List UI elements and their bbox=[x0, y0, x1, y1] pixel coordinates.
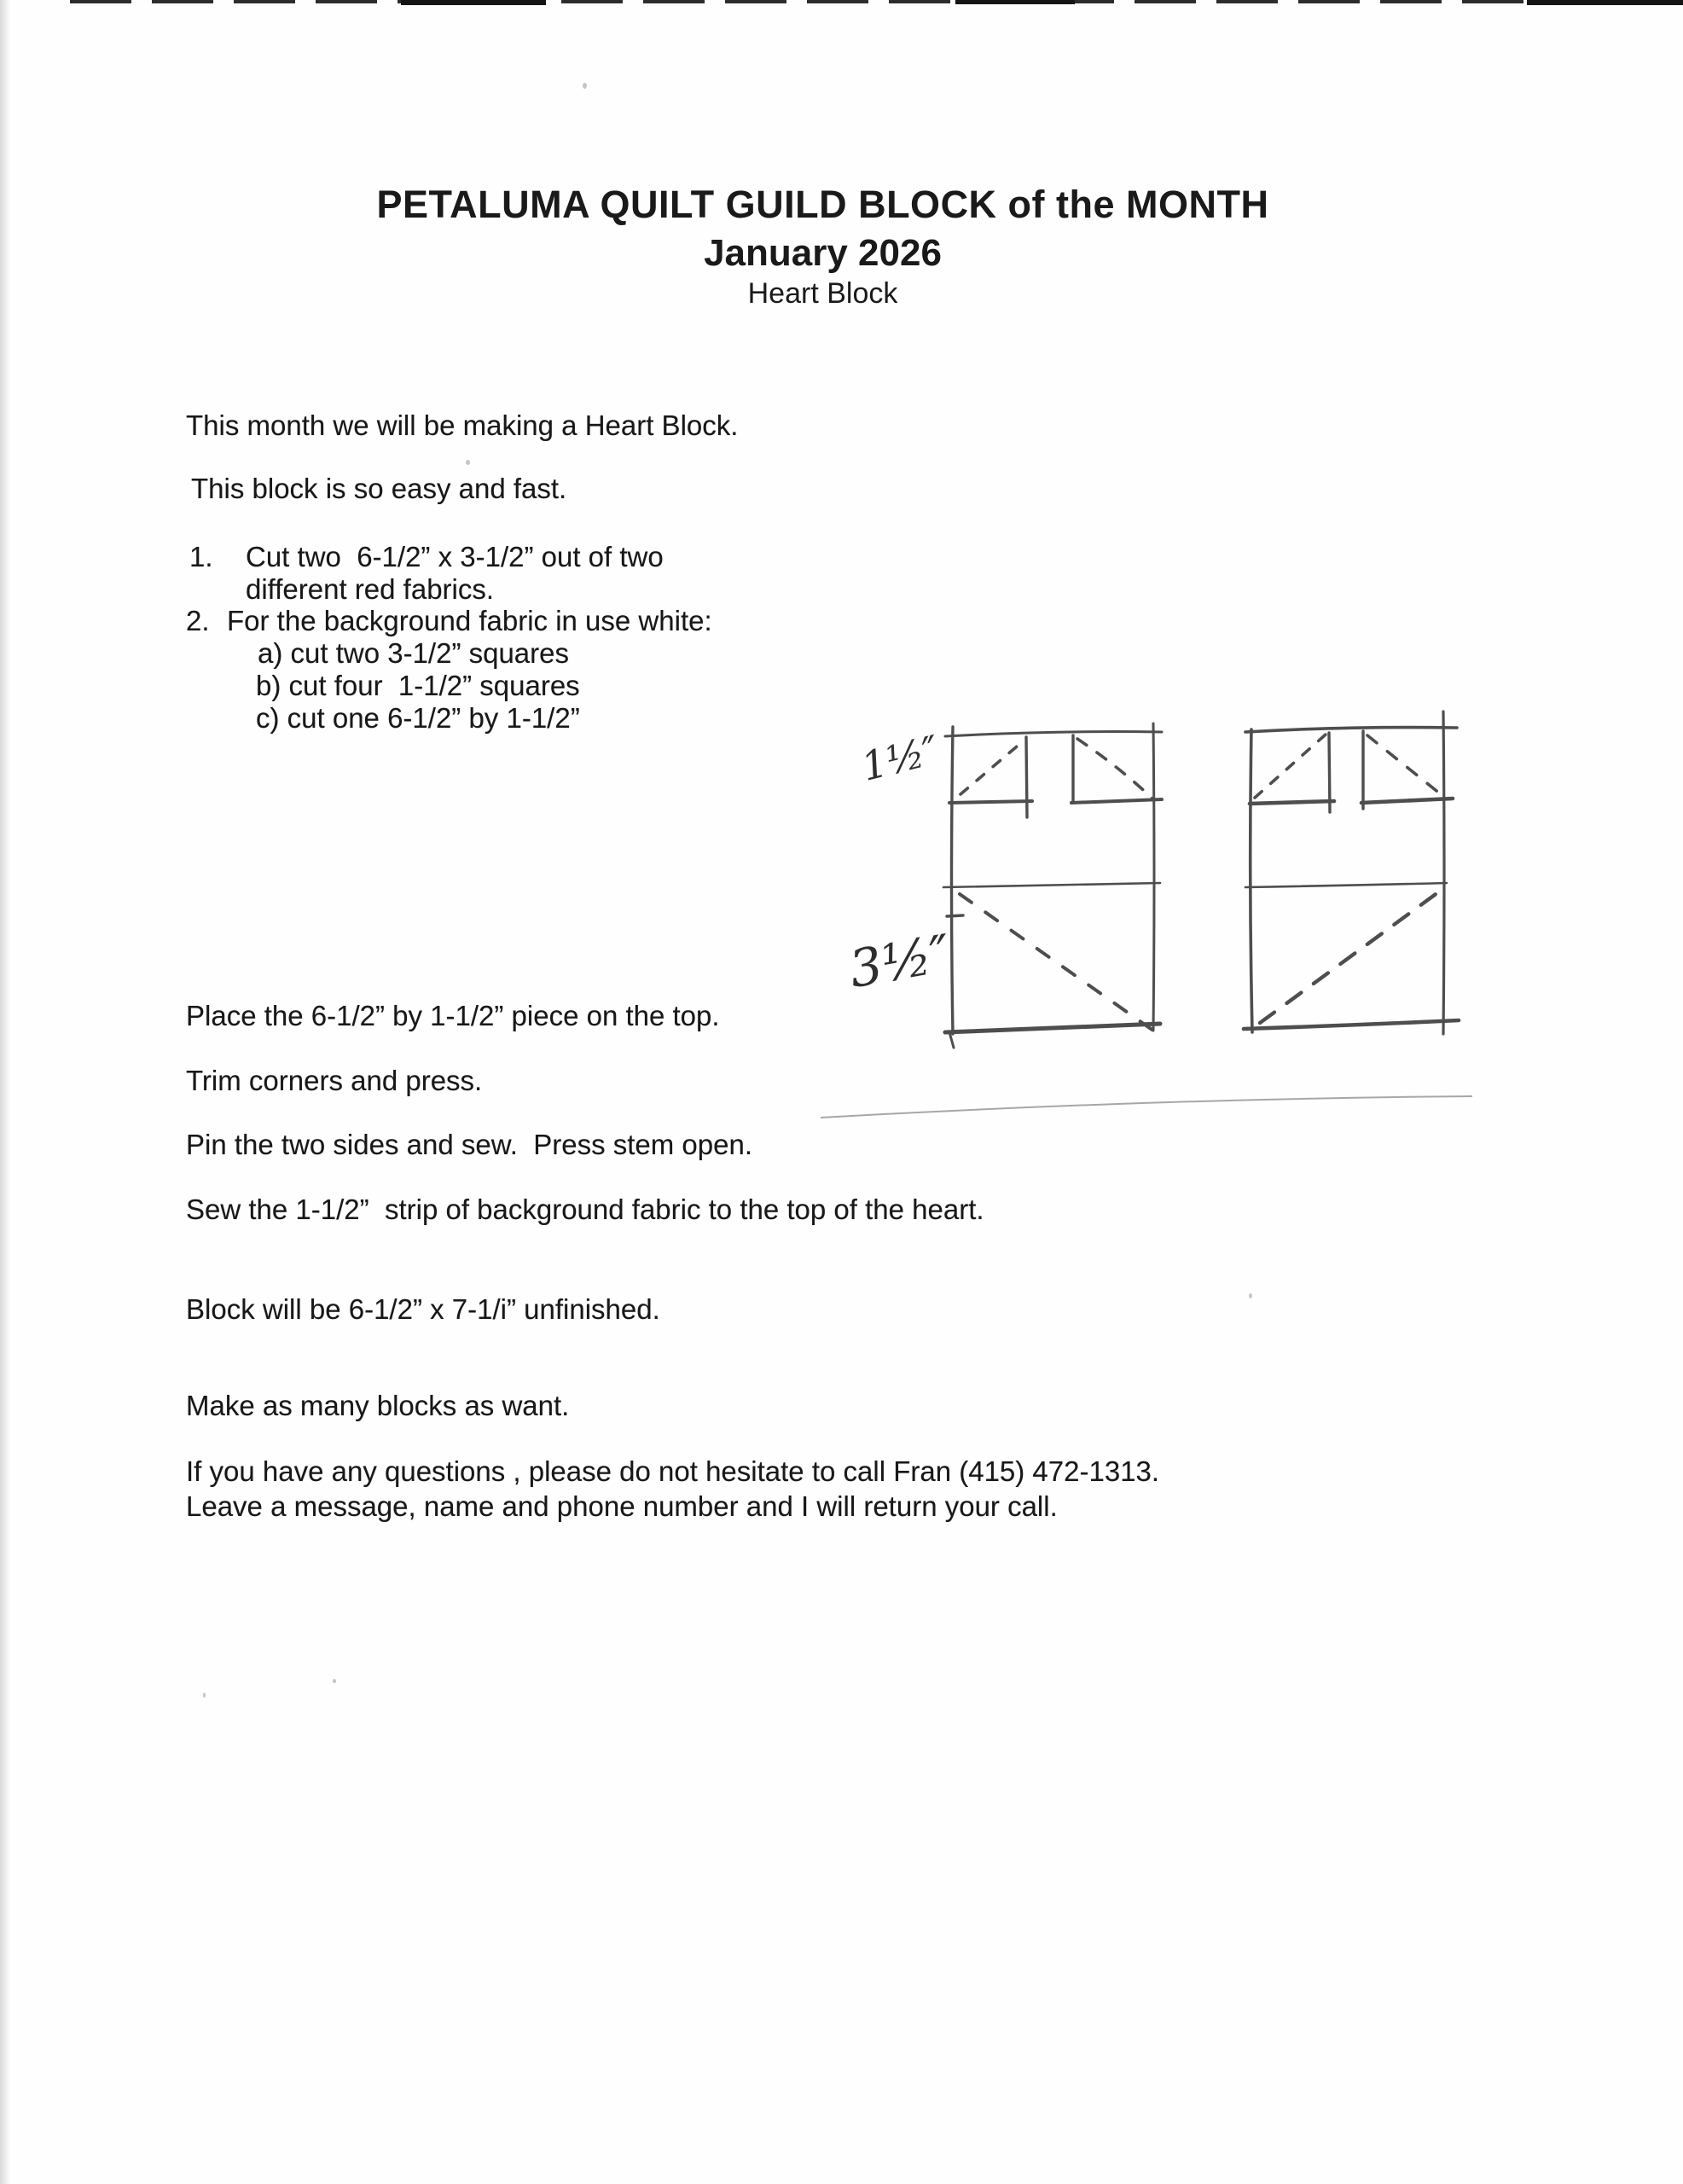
list-item-text: For the background fabric in use white: bbox=[227, 605, 712, 636]
list-subitem-text: c) cut one 6-1/2” by 1-1/2” bbox=[256, 702, 580, 734]
list-item-text: Cut two 6-1/2” x 3-1/2” out of two bbox=[246, 541, 664, 572]
intro-paragraph: This block is so easy and fast. bbox=[191, 473, 567, 504]
diagram-label-top: 1½″ bbox=[856, 726, 944, 790]
step-paragraph: Block will be 6-1/2” x 7-1/i” unfinished. bbox=[186, 1293, 660, 1325]
document-header bbox=[0, 183, 1645, 311]
list-subitem-text: a) cut two 3-1/2” squares bbox=[258, 637, 569, 669]
document-subtitle-block-name: Heart Block bbox=[747, 277, 898, 310]
step-paragraph: Place the 6-1/2” by 1-1/2” piece on the top. bbox=[186, 1000, 720, 1031]
contact-paragraph: If you have any questions , please do not hesitate to call Fran (415) 472-1313. bbox=[186, 1455, 1160, 1487]
diagram-label-bottom: 3½″ bbox=[844, 923, 955, 1001]
step-paragraph: Sew the 1-1/2” strip of background fabric to the top of the heart. bbox=[186, 1194, 984, 1225]
list-subitem-text: b) cut four 1-1/2” squares bbox=[256, 670, 580, 701]
step-paragraph: Make as many blocks as want. bbox=[186, 1390, 570, 1421]
quilt-block-right bbox=[1244, 712, 1459, 1034]
step-paragraph: Trim corners and press. bbox=[186, 1065, 483, 1096]
list-item-text: different red fabrics. bbox=[246, 573, 495, 605]
document-title: PETALUMA QUILT GUILD BLOCK of the MONTH bbox=[376, 183, 1269, 226]
step-paragraph: Pin the two sides and sew. Press stem open. bbox=[186, 1129, 753, 1160]
intro-paragraph: This month we will be making a Heart Block. bbox=[186, 410, 739, 441]
quilt-block-left bbox=[943, 723, 1162, 1048]
list-number: 2. bbox=[186, 605, 210, 636]
contact-paragraph: Leave a message, name and phone number and I will return your call. bbox=[186, 1490, 1058, 1522]
pencil-stroke bbox=[821, 1096, 1472, 1118]
list-number: 1. bbox=[189, 541, 213, 572]
document-subtitle-date: January 2026 bbox=[704, 232, 942, 274]
